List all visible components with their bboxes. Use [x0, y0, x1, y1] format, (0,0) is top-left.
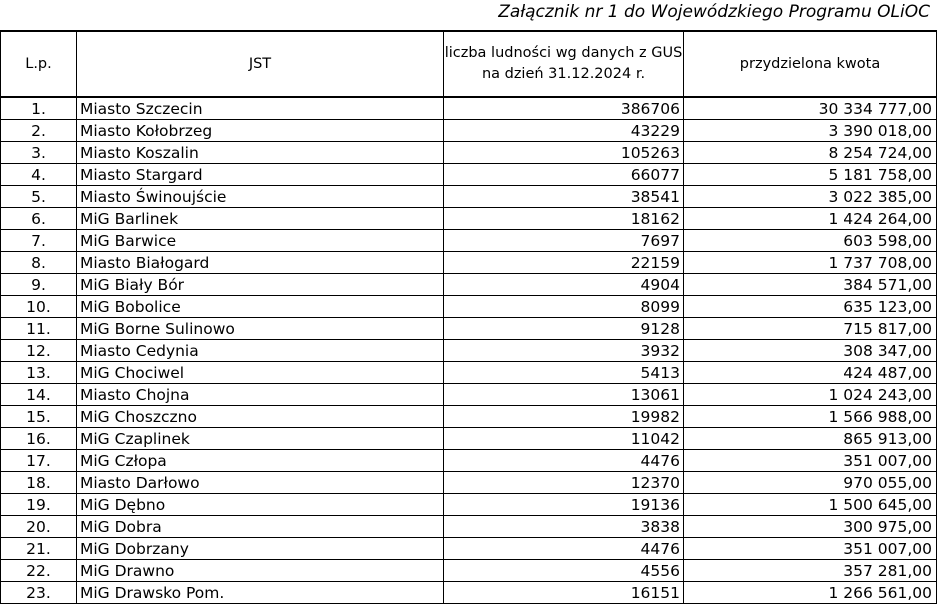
table-body [1, 97, 937, 604]
row-amount: 1 024 243,00 [684, 384, 937, 406]
row-amount: 5 181 758,00 [684, 164, 937, 186]
row-lp: 21. [1, 538, 77, 560]
table-row [1, 538, 937, 560]
row-lp: 9. [1, 274, 77, 296]
table-row [1, 450, 937, 472]
row-population: 3932 [444, 340, 684, 362]
table-row [1, 340, 937, 362]
table-header [1, 31, 937, 97]
row-population: 105263 [444, 142, 684, 164]
row-lp: 22. [1, 560, 77, 582]
header-row [1, 31, 937, 97]
row-population: 38541 [444, 186, 684, 208]
row-jst: MiG Biały Bór [77, 274, 444, 296]
row-population: 66077 [444, 164, 684, 186]
row-jst: MiG Dobra [77, 516, 444, 538]
row-amount: 3 390 018,00 [684, 120, 937, 142]
row-lp: 13. [1, 362, 77, 384]
header-amount: przydzielona kwota [684, 31, 937, 97]
table-row [1, 494, 937, 516]
row-population: 5413 [444, 362, 684, 384]
table-row [1, 274, 937, 296]
row-population: 7697 [444, 230, 684, 252]
row-lp: 15. [1, 406, 77, 428]
table-row [1, 230, 937, 252]
row-lp: 14. [1, 384, 77, 406]
row-amount: 1 424 264,00 [684, 208, 937, 230]
table-row [1, 186, 937, 208]
row-jst: Miasto Darłowo [77, 472, 444, 494]
row-jst: MiG Barwice [77, 230, 444, 252]
table-row [1, 406, 937, 428]
table-row [1, 318, 937, 340]
table-row [1, 164, 937, 186]
header-lp: L.p. [1, 31, 77, 97]
table-row [1, 97, 937, 120]
row-lp: 16. [1, 428, 77, 450]
row-amount: 351 007,00 [684, 538, 937, 560]
row-lp: 23. [1, 582, 77, 604]
row-amount: 865 913,00 [684, 428, 937, 450]
row-population: 13061 [444, 384, 684, 406]
row-lp: 1. [1, 97, 77, 120]
row-amount: 351 007,00 [684, 450, 937, 472]
row-jst: Miasto Stargard [77, 164, 444, 186]
row-lp: 18. [1, 472, 77, 494]
row-amount: 384 571,00 [684, 274, 937, 296]
row-jst: Miasto Białogard [77, 252, 444, 274]
row-amount: 357 281,00 [684, 560, 937, 582]
row-jst: MiG Barlinek [77, 208, 444, 230]
row-lp: 11. [1, 318, 77, 340]
row-population: 8099 [444, 296, 684, 318]
table-row [1, 208, 937, 230]
table-row [1, 120, 937, 142]
row-amount: 424 487,00 [684, 362, 937, 384]
header-population: liczba ludności wg danych z GUS na dzień 31.12.2024 r. [444, 31, 684, 97]
row-population: 4556 [444, 560, 684, 582]
table-row [1, 560, 937, 582]
allocation-table [0, 30, 937, 604]
row-population: 19982 [444, 406, 684, 428]
row-lp: 7. [1, 230, 77, 252]
row-jst: MiG Dobrzany [77, 538, 444, 560]
row-population: 18162 [444, 208, 684, 230]
row-jst: MiG Dębno [77, 494, 444, 516]
document-caption: Załącznik nr 1 do Wojewódzkiego Programu OLiOC [498, 2, 930, 22]
row-jst: MiG Chociwel [77, 362, 444, 384]
row-jst: MiG Borne Sulinowo [77, 318, 444, 340]
row-lp: 8. [1, 252, 77, 274]
row-amount: 603 598,00 [684, 230, 937, 252]
row-amount: 308 347,00 [684, 340, 937, 362]
row-population: 4904 [444, 274, 684, 296]
row-amount: 970 055,00 [684, 472, 937, 494]
row-amount: 300 975,00 [684, 516, 937, 538]
row-population: 16151 [444, 582, 684, 604]
row-jst: Miasto Świnoujście [77, 186, 444, 208]
row-lp: 10. [1, 296, 77, 318]
row-lp: 4. [1, 164, 77, 186]
row-population: 22159 [444, 252, 684, 274]
row-lp: 19. [1, 494, 77, 516]
row-amount: 1 737 708,00 [684, 252, 937, 274]
row-amount: 1 500 645,00 [684, 494, 937, 516]
table-row [1, 296, 937, 318]
row-jst: MiG Choszczno [77, 406, 444, 428]
table-row [1, 252, 937, 274]
row-amount: 30 334 777,00 [684, 97, 937, 120]
row-lp: 17. [1, 450, 77, 472]
row-jst: MiG Drawsko Pom. [77, 582, 444, 604]
row-population: 12370 [444, 472, 684, 494]
row-jst: MiG Czaplinek [77, 428, 444, 450]
row-jst: Miasto Chojna [77, 384, 444, 406]
table-row [1, 142, 937, 164]
row-population: 19136 [444, 494, 684, 516]
row-amount: 635 123,00 [684, 296, 937, 318]
row-jst: MiG Drawno [77, 560, 444, 582]
row-population: 4476 [444, 450, 684, 472]
row-lp: 12. [1, 340, 77, 362]
table-row [1, 384, 937, 406]
row-amount: 715 817,00 [684, 318, 937, 340]
row-population: 3838 [444, 516, 684, 538]
row-lp: 20. [1, 516, 77, 538]
row-population: 4476 [444, 538, 684, 560]
row-amount: 1 266 561,00 [684, 582, 937, 604]
row-population: 11042 [444, 428, 684, 450]
row-jst: MiG Człopa [77, 450, 444, 472]
row-amount: 8 254 724,00 [684, 142, 937, 164]
header-jst: JST [77, 31, 444, 97]
table-row [1, 516, 937, 538]
row-jst: Miasto Szczecin [77, 97, 444, 120]
table-row [1, 582, 937, 604]
row-lp: 5. [1, 186, 77, 208]
row-lp: 6. [1, 208, 77, 230]
row-lp: 2. [1, 120, 77, 142]
row-jst: Miasto Cedynia [77, 340, 444, 362]
row-population: 43229 [444, 120, 684, 142]
row-jst: MiG Bobolice [77, 296, 444, 318]
row-lp: 3. [1, 142, 77, 164]
table-row [1, 428, 937, 450]
row-amount: 3 022 385,00 [684, 186, 937, 208]
row-jst: Miasto Koszalin [77, 142, 444, 164]
row-population: 9128 [444, 318, 684, 340]
row-jst: Miasto Kołobrzeg [77, 120, 444, 142]
row-population: 386706 [444, 97, 684, 120]
table-row [1, 362, 937, 384]
table-row [1, 472, 937, 494]
row-amount: 1 566 988,00 [684, 406, 937, 428]
